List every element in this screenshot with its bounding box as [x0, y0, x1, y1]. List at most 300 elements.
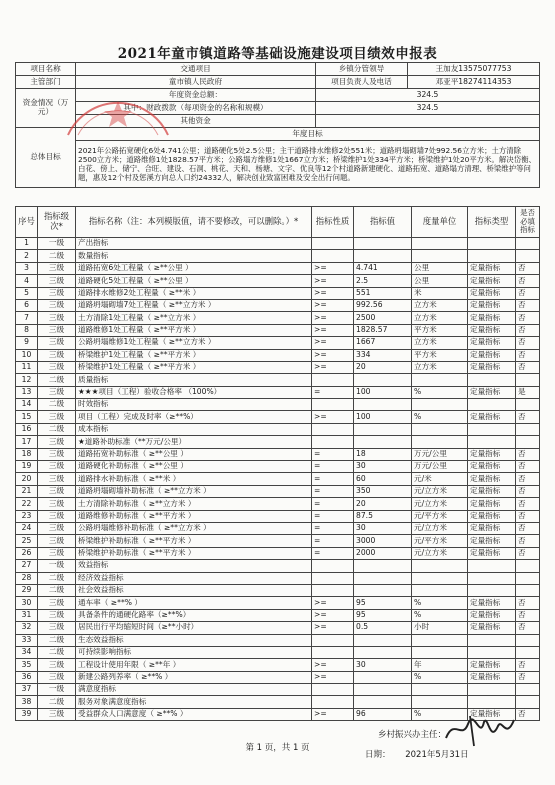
- cell-required: 否: [516, 461, 540, 473]
- cell-type: [468, 634, 516, 646]
- cell-type: 定量指标: [468, 361, 516, 373]
- table-row: [16, 386, 540, 398]
- col-header: 指标类型: [468, 207, 516, 238]
- cell-level: 三级: [38, 547, 76, 559]
- cell-indicator-name: 具备条件的通硬化路率（≥**%）: [76, 609, 312, 621]
- goal-text: 2021年公路拓宽硬化6处4.741公里；道路硬化5处2.5公里；主干道路排水维修2处551米；道路坍塌砌墙7处992.56立方米；土方清除2500立方米；道路维修1处1828.57平方米；公路塌方维修1处1667立方米；桥梁维护1处334平方米；桥梁维护1处20平方米。解决岱衡、白花、傍上、储宁、合旺、建设、石洞、桃花、天和、杨塘、文字、优良等12个村道路新建硬化、道路拓宽、道路塌方清理、桥梁维护等问题，惠及12个村及惩溪方向总人口约24332人，解决创业致富困难及安全出行问题。: [76, 141, 540, 188]
- cell-row-index: 31: [16, 609, 38, 621]
- cell-row-index: 3: [16, 262, 38, 274]
- table-row: [16, 584, 540, 596]
- cell-unit: 元/立方米: [412, 485, 468, 497]
- cell-nature: >=: [312, 597, 354, 609]
- cell-type: 定量指标: [468, 275, 516, 287]
- date-label: 日期：: [365, 750, 391, 760]
- cell-unit: [412, 560, 468, 572]
- cell-level: 三级: [38, 448, 76, 460]
- cell-value: [354, 560, 412, 572]
- cell-indicator-name: 土方清除补助标准（ ≥**立方米 ）: [76, 498, 312, 510]
- cell-indicator-name: 道路硬化补助标准（ ≥**公里 ）: [76, 461, 312, 473]
- cell-type: 定量指标: [468, 708, 516, 720]
- cell-unit: [412, 684, 468, 696]
- cell-indicator-name: 道路坍塌砌墙补助标准（ ≥**立方米 ）: [76, 485, 312, 497]
- cell-type: 定量指标: [468, 262, 516, 274]
- table-row: [16, 634, 540, 646]
- cell-type: 定量指标: [468, 287, 516, 299]
- cell-required: 否: [516, 535, 540, 547]
- table-row: [16, 349, 540, 361]
- cell-row-index: 23: [16, 510, 38, 522]
- col-header: 度量单位: [412, 207, 468, 238]
- table-row: [16, 448, 540, 460]
- cell-type: [468, 399, 516, 411]
- cell-row-index: 14: [16, 399, 38, 411]
- cell-indicator-name: 服务对象满意度指标: [76, 696, 312, 708]
- cell-unit: %: [412, 609, 468, 621]
- col-header: 指标名称（注：本列模版值，请不要修改，可以删除。）*: [76, 207, 312, 238]
- cell-required: 否: [516, 473, 540, 485]
- cell-value: 4.741: [354, 262, 412, 274]
- cell-level: 三级: [38, 535, 76, 547]
- cell-nature: =: [312, 510, 354, 522]
- cell-level: 三级: [38, 361, 76, 373]
- fiscal-label: 其中：财政拨款（每项资金的名称和规模）: [76, 102, 316, 115]
- cell-indicator-name: 土方清除1处工程量（ ≥**立方米 ）: [76, 312, 312, 324]
- cell-level: 三级: [38, 461, 76, 473]
- cell-level: 二级: [38, 696, 76, 708]
- cell-value: [354, 696, 412, 708]
- cell-nature: >=: [312, 659, 354, 671]
- cell-row-index: 37: [16, 684, 38, 696]
- cell-required: 否: [516, 262, 540, 274]
- table-row: [16, 423, 540, 435]
- cell-unit: 立方米: [412, 361, 468, 373]
- cell-level: 三级: [38, 609, 76, 621]
- cell-required: [516, 250, 540, 262]
- cell-unit: [412, 584, 468, 596]
- cell-indicator-name: 项目（工程）完成及时率（≥**%）: [76, 411, 312, 423]
- cell-unit: %: [412, 597, 468, 609]
- cell-type: [468, 436, 516, 448]
- cell-type: 定量指标: [468, 659, 516, 671]
- cell-nature: [312, 584, 354, 596]
- cell-type: [468, 250, 516, 262]
- cell-indicator-name: 道路拓宽6处工程量（ ≥**公里 ）: [76, 262, 312, 274]
- cell-value: 100: [354, 386, 412, 398]
- cell-unit: [412, 423, 468, 435]
- cell-row-index: 30: [16, 597, 38, 609]
- cell-level: 一级: [38, 684, 76, 696]
- cell-unit: [412, 250, 468, 262]
- cell-indicator-name: 道路拓宽补助标准（ ≥**公里 ）: [76, 448, 312, 460]
- cell-type: [468, 560, 516, 572]
- table-row: [16, 324, 540, 336]
- cell-required: [516, 374, 540, 386]
- cell-required: 否: [516, 522, 540, 534]
- cell-nature: [312, 250, 354, 262]
- cell-type: [468, 572, 516, 584]
- dept-value: 童市镇人民政府: [76, 76, 316, 89]
- cell-level: 三级: [38, 262, 76, 274]
- cell-indicator-name: ★道路补助标准（**万元/公里）: [76, 436, 312, 448]
- cell-row-index: 28: [16, 572, 38, 584]
- cell-level: 二级: [38, 646, 76, 658]
- cell-nature: >=: [312, 262, 354, 274]
- cell-type: 定量指标: [468, 337, 516, 349]
- cell-row-index: 26: [16, 547, 38, 559]
- cell-required: [516, 399, 540, 411]
- table-row: [16, 671, 540, 683]
- cell-indicator-name: 受益群众人口满意度（ ≥**% ）: [76, 708, 312, 720]
- cell-type: 定量指标: [468, 386, 516, 398]
- cell-unit: 立方米: [412, 299, 468, 311]
- cell-row-index: 33: [16, 634, 38, 646]
- table-row: [16, 399, 540, 411]
- cell-nature: >=: [312, 671, 354, 683]
- cell-nature: >=: [312, 287, 354, 299]
- cell-row-index: 38: [16, 696, 38, 708]
- cell-nature: >=: [312, 708, 354, 720]
- cell-unit: 元/米: [412, 473, 468, 485]
- table-row: [16, 250, 540, 262]
- col-header: 指标性质: [312, 207, 354, 238]
- cell-indicator-name: 数量指标: [76, 250, 312, 262]
- cell-unit: 万元/公里: [412, 461, 468, 473]
- cell-nature: >=: [312, 361, 354, 373]
- cell-unit: %: [412, 386, 468, 398]
- cell-indicator-name: 道路维修补助标准（ ≥**平方米 ）: [76, 510, 312, 522]
- table-row: [16, 485, 540, 497]
- cell-type: [468, 684, 516, 696]
- table-row: [16, 535, 540, 547]
- cell-type: 定量指标: [468, 299, 516, 311]
- cell-row-index: 19: [16, 461, 38, 473]
- cell-nature: [312, 560, 354, 572]
- cell-unit: 公里: [412, 262, 468, 274]
- cell-nature: [312, 634, 354, 646]
- person-label: 项目负责人及电话: [316, 76, 408, 89]
- cell-unit: [412, 374, 468, 386]
- cell-unit: %: [412, 708, 468, 720]
- cell-level: 二级: [38, 399, 76, 411]
- page-number: 第 1 页，共 1 页: [245, 743, 310, 753]
- table-row: [16, 522, 540, 534]
- cell-type: 定量指标: [468, 461, 516, 473]
- cell-required: 是: [516, 386, 540, 398]
- cell-nature: [312, 399, 354, 411]
- cell-row-index: 7: [16, 312, 38, 324]
- table-row: [16, 684, 540, 696]
- cell-nature: >=: [312, 411, 354, 423]
- cell-value: [354, 250, 412, 262]
- cell-row-index: 17: [16, 436, 38, 448]
- cell-indicator-name: 桥梁维护1处工程量（ ≥**平方米 ）: [76, 349, 312, 361]
- col-header: 指标级次*: [38, 207, 76, 238]
- cell-value: 992.56: [354, 299, 412, 311]
- cell-required: 否: [516, 275, 540, 287]
- cell-value: 350: [354, 485, 412, 497]
- table-header-row: [16, 207, 540, 238]
- cell-required: 否: [516, 411, 540, 423]
- cell-indicator-name: 产出指标: [76, 238, 312, 250]
- table-row: [16, 597, 540, 609]
- cell-level: 二级: [38, 374, 76, 386]
- cell-nature: =: [312, 498, 354, 510]
- table-row: [16, 238, 540, 250]
- cell-indicator-name: 新建公路列养率（ ≥**% ）: [76, 671, 312, 683]
- cell-indicator-name: 道路维修1处工程量（ ≥**平方米 ）: [76, 324, 312, 336]
- cell-row-index: 10: [16, 349, 38, 361]
- cell-nature: [312, 436, 354, 448]
- cell-nature: [312, 646, 354, 658]
- cell-value: 2000: [354, 547, 412, 559]
- table-row: [16, 337, 540, 349]
- cell-type: 定量指标: [468, 622, 516, 634]
- cell-unit: [412, 572, 468, 584]
- cell-required: 否: [516, 485, 540, 497]
- cell-row-index: 39: [16, 708, 38, 720]
- cell-value: 30: [354, 659, 412, 671]
- project-name-label: 项目名称: [16, 63, 76, 76]
- cell-level: 一级: [38, 560, 76, 572]
- cell-indicator-name: 经济效益指标: [76, 572, 312, 584]
- cell-nature: [312, 374, 354, 386]
- cell-row-index: 36: [16, 671, 38, 683]
- cell-value: 551: [354, 287, 412, 299]
- cell-value: [354, 423, 412, 435]
- cell-type: 定量指标: [468, 485, 516, 497]
- cell-row-index: 24: [16, 522, 38, 534]
- fund-label: 资金情况（万元）: [16, 89, 76, 128]
- cell-required: 否: [516, 312, 540, 324]
- cell-row-index: 16: [16, 423, 38, 435]
- cell-value: 95: [354, 609, 412, 621]
- cell-indicator-name: 质量指标: [76, 374, 312, 386]
- table-row: [16, 436, 540, 448]
- cell-type: [468, 423, 516, 435]
- cell-level: 三级: [38, 349, 76, 361]
- fiscal-value: 324.5: [316, 102, 540, 115]
- cell-unit: [412, 646, 468, 658]
- indicator-rows: [16, 238, 540, 721]
- goal-side-label: 总体目标: [16, 128, 76, 188]
- table-row: [16, 312, 540, 324]
- cell-type: 定量指标: [468, 312, 516, 324]
- cell-nature: =: [312, 448, 354, 460]
- cell-required: [516, 646, 540, 658]
- cell-row-index: 20: [16, 473, 38, 485]
- cell-value: 1828.57: [354, 324, 412, 336]
- cell-unit: 元/立方米: [412, 498, 468, 510]
- cell-indicator-name: ★★★项目（工程）验收合格率 （100%）: [76, 386, 312, 398]
- leader-label: 乡镇分管领导: [316, 63, 408, 76]
- cell-indicator-name: 道路排水维修2处工程量（ ≥**米 ）: [76, 287, 312, 299]
- cell-row-index: 4: [16, 275, 38, 287]
- cell-level: 三级: [38, 708, 76, 720]
- cell-value: 20: [354, 361, 412, 373]
- cell-nature: =: [312, 535, 354, 547]
- cell-unit: [412, 238, 468, 250]
- cell-row-index: 11: [16, 361, 38, 373]
- table-row: [16, 374, 540, 386]
- dept-label: 主管部门: [16, 76, 76, 89]
- cell-unit: %: [412, 671, 468, 683]
- cell-required: [516, 684, 540, 696]
- cell-row-index: 18: [16, 448, 38, 460]
- table-row: [16, 560, 540, 572]
- cell-nature: [312, 238, 354, 250]
- cell-unit: %: [412, 411, 468, 423]
- cell-required: [516, 560, 540, 572]
- cell-nature: >=: [312, 609, 354, 621]
- cell-value: [354, 646, 412, 658]
- cell-indicator-name: 工程设计使用年限（ ≥**年 ）: [76, 659, 312, 671]
- cell-unit: 小时: [412, 622, 468, 634]
- table-row: [16, 498, 540, 510]
- cell-indicator-name: 桥梁维护1处工程量（ ≥**平方米 ）: [76, 361, 312, 373]
- cell-level: 三级: [38, 337, 76, 349]
- cell-value: 0.5: [354, 622, 412, 634]
- cell-value: 96: [354, 708, 412, 720]
- cell-row-index: 15: [16, 411, 38, 423]
- table-row: [16, 299, 540, 311]
- cell-level: 三级: [38, 411, 76, 423]
- cell-indicator-name: 生态效益指标: [76, 634, 312, 646]
- cell-row-index: 27: [16, 560, 38, 572]
- cell-level: 三级: [38, 312, 76, 324]
- cell-level: 二级: [38, 572, 76, 584]
- cell-level: 三级: [38, 498, 76, 510]
- cell-required: 否: [516, 324, 540, 336]
- cell-value: [354, 684, 412, 696]
- cell-value: 20: [354, 498, 412, 510]
- cell-value: 1667: [354, 337, 412, 349]
- cell-indicator-name: 通车率（ ≥**% ）: [76, 597, 312, 609]
- cell-level: 二级: [38, 250, 76, 262]
- cell-nature: [312, 684, 354, 696]
- cell-value: [354, 572, 412, 584]
- cell-required: [516, 436, 540, 448]
- cell-required: 否: [516, 337, 540, 349]
- cell-type: [468, 584, 516, 596]
- cell-required: 否: [516, 510, 540, 522]
- cell-nature: =: [312, 386, 354, 398]
- cell-row-index: 2: [16, 250, 38, 262]
- cell-type: [468, 646, 516, 658]
- person-value: 邓亚平18274114353: [408, 76, 540, 89]
- table-row: [16, 411, 540, 423]
- cell-type: [468, 238, 516, 250]
- cell-nature: =: [312, 473, 354, 485]
- cell-nature: [312, 423, 354, 435]
- cell-unit: 立方米: [412, 337, 468, 349]
- cell-indicator-name: 居民出行平均缩短时间（≥**小时）: [76, 622, 312, 634]
- cell-required: 否: [516, 498, 540, 510]
- cell-value: 30: [354, 522, 412, 534]
- cell-row-index: 21: [16, 485, 38, 497]
- cell-nature: >=: [312, 299, 354, 311]
- cell-type: 定量指标: [468, 473, 516, 485]
- cell-required: 否: [516, 349, 540, 361]
- other-funds-label: 其他资金: [76, 115, 316, 128]
- cell-level: 三级: [38, 659, 76, 671]
- cell-row-index: 22: [16, 498, 38, 510]
- cell-unit: 元/平方米: [412, 535, 468, 547]
- cell-nature: >=: [312, 349, 354, 361]
- cell-required: [516, 696, 540, 708]
- cell-row-index: 1: [16, 238, 38, 250]
- cell-indicator-name: 满意度指标: [76, 684, 312, 696]
- cell-type: 定量指标: [468, 411, 516, 423]
- cell-level: 二级: [38, 584, 76, 596]
- cell-nature: [312, 696, 354, 708]
- cell-type: [468, 696, 516, 708]
- signer-label: 乡村振兴办主任：: [378, 730, 447, 740]
- cell-required: 否: [516, 299, 540, 311]
- cell-nature: >=: [312, 312, 354, 324]
- cell-level: 三级: [38, 299, 76, 311]
- cell-indicator-name: 道路硬化5处工程量（ ≥**公里 ）: [76, 275, 312, 287]
- cell-level: 二级: [38, 423, 76, 435]
- col-header: 指标值: [354, 207, 412, 238]
- cell-nature: >=: [312, 337, 354, 349]
- cell-indicator-name: 公路坍塌维修补助标准（ ≥**立方米 ）: [76, 522, 312, 534]
- cell-level: 三级: [38, 275, 76, 287]
- cell-indicator-name: 可持续影响指标: [76, 646, 312, 658]
- cell-nature: =: [312, 547, 354, 559]
- cell-unit: [412, 399, 468, 411]
- cell-unit: 平方米: [412, 324, 468, 336]
- table-row: [16, 510, 540, 522]
- table-row: [16, 572, 540, 584]
- cell-value: [354, 634, 412, 646]
- cell-unit: 万元/公里: [412, 448, 468, 460]
- other-funds-value: [316, 115, 540, 128]
- cell-indicator-name: 成本指标: [76, 423, 312, 435]
- cell-row-index: 9: [16, 337, 38, 349]
- cell-type: 定量指标: [468, 547, 516, 559]
- cell-level: 二级: [38, 634, 76, 646]
- cell-type: 定量指标: [468, 510, 516, 522]
- cell-value: 30: [354, 461, 412, 473]
- cell-unit: [412, 634, 468, 646]
- cell-value: [354, 671, 412, 683]
- cell-nature: >=: [312, 275, 354, 287]
- cell-row-index: 32: [16, 622, 38, 634]
- cell-required: [516, 423, 540, 435]
- cell-unit: 立方米: [412, 312, 468, 324]
- cell-value: [354, 399, 412, 411]
- cell-value: 2500: [354, 312, 412, 324]
- table-row: [16, 622, 540, 634]
- col-header: 序号: [16, 207, 38, 238]
- cell-value: [354, 584, 412, 596]
- cell-row-index: 6: [16, 299, 38, 311]
- cell-value: 95: [354, 597, 412, 609]
- table-row: [16, 609, 540, 621]
- table-row: [16, 287, 540, 299]
- cell-level: 三级: [38, 671, 76, 683]
- cell-required: [516, 584, 540, 596]
- project-name-value: 交通项目: [76, 63, 316, 76]
- annual-label: 年度资金总额：: [76, 89, 316, 102]
- cell-type: 定量指标: [468, 498, 516, 510]
- cell-value: 334: [354, 349, 412, 361]
- cell-level: 三级: [38, 597, 76, 609]
- cell-nature: =: [312, 461, 354, 473]
- table-row: [16, 361, 540, 373]
- cell-required: 否: [516, 361, 540, 373]
- cell-type: 定量指标: [468, 609, 516, 621]
